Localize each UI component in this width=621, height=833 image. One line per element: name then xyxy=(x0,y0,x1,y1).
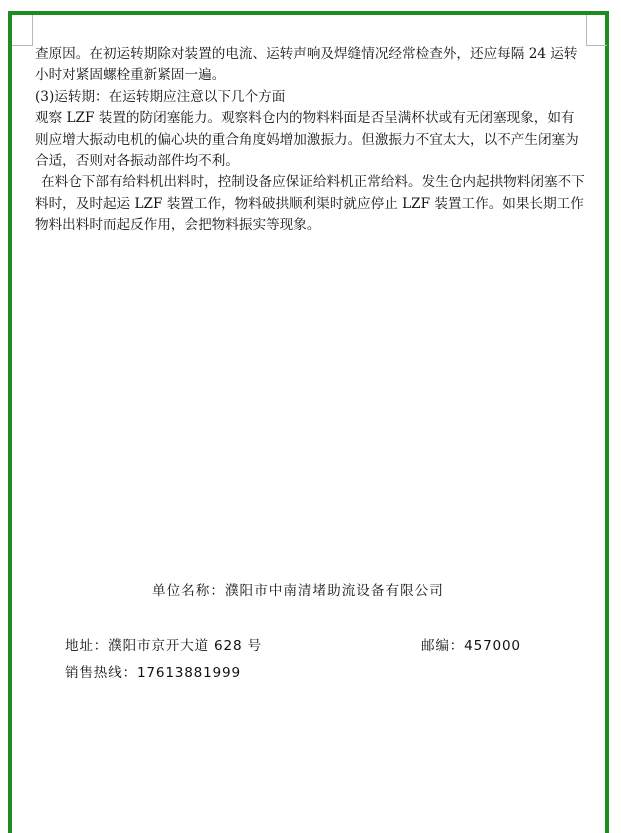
sales-hotline: 销售热线：17613881999 xyxy=(65,665,241,681)
document-body xyxy=(35,44,587,237)
paragraph-feeder-control: 在料仓下部有给料机出料时，控制设备应保证给料机正常给料。发生仓内起拱物料闭塞不下料时，及时起运 LZF 装置工作，物料破拱顺利渠时就应停止 LZF 装置工作。如果长期工作物料出料时而起反作用，会把物料振实等现象。 xyxy=(35,174,585,234)
crop-mark-top-right xyxy=(586,15,607,46)
company-name: 单位名称：濮阳市中南清堵助流设备有限公司 xyxy=(152,583,444,599)
paragraph-anti-blockage: 观察 LZF 装置的防闭塞能力。观察料仓内的物料料面是否呈满杯状或有无闭塞现象，如有则应增大振动电机的偏心块的重合角度妈增加激振力。但激振力不宜太大，以不产生闭塞为合适，否则对各振动部件均不利。 xyxy=(35,110,579,170)
paragraph-initial-operation: 查原因。在初运转期除对装置的电流、运转声响及焊缝情况经常检查外，还应每隔 24 运转小时对紧固螺栓重新紧固一遍。 xyxy=(35,46,578,84)
crop-mark-top-left xyxy=(12,15,33,46)
paragraph-operation-heading: (3)运转期：在运转期应注意以下几个方面 xyxy=(35,88,286,105)
company-postcode: 邮编：457000 xyxy=(421,638,521,654)
company-address: 地址：濮阳市京开大道 628 号 xyxy=(65,638,262,654)
